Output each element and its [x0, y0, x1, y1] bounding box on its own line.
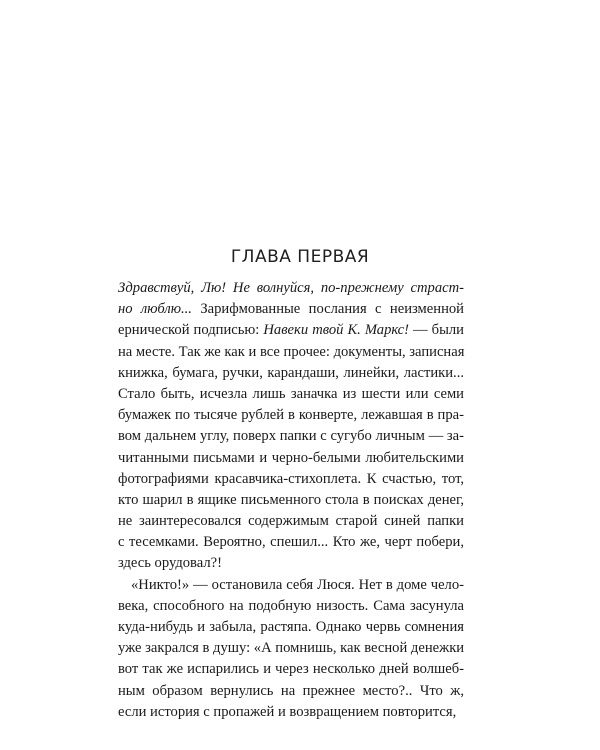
- text-line: [118, 553, 464, 574]
- text-line: [118, 469, 464, 490]
- text-line: [118, 681, 464, 702]
- text-run: ернической подписью:: [118, 322, 264, 339]
- text-line: [118, 659, 464, 680]
- text-run: бумажек по тысяче рублей в конверте, лежавшая в пра-: [118, 407, 464, 424]
- text-line: [118, 448, 464, 469]
- text-line: [118, 278, 464, 299]
- text-run: куда-нибудь и забыла, растяпа. Однако червь сомнения: [118, 619, 464, 635]
- text-line: [118, 596, 464, 617]
- text-line: [118, 575, 464, 596]
- text-run: не заинтересовался содержимым старой синей папки: [118, 513, 464, 530]
- paragraph: [118, 575, 464, 723]
- text-run: века, способного на подобную низость. Сама засунула: [118, 597, 464, 614]
- italic-text-run: но люблю...: [118, 301, 192, 318]
- text-run: фотографиями красавчика-стихоплета. К счастью, тот,: [118, 470, 464, 487]
- text-run: ным образом вернулись на прежнее место?.. Что ж,: [118, 682, 464, 699]
- text-run: если история с пропажей и возвращением повторится,: [118, 703, 457, 720]
- text-run: уже закрался в душу: «А помнишь, как весной денежки: [118, 640, 465, 657]
- paragraph: [118, 278, 464, 575]
- text-run: кто шарил в ящике письменного стола в поисках денег,: [118, 491, 464, 508]
- text-run: Стало быть, исчезла лишь заначка из шести или семи: [118, 385, 464, 402]
- text-run: здесь орудовал?!: [118, 555, 222, 572]
- text-line: [118, 342, 464, 363]
- text-line: [118, 426, 464, 447]
- text-run: вом дальнем углу, поверх папки с сугубо личным — за-: [118, 428, 464, 445]
- text-run: книжка, бумага, ручки, карандаши, линейки, ластики...: [118, 364, 464, 381]
- text-line: [118, 532, 464, 553]
- text-run: «Никто!» — остановила себя Люся. Нет в доме чело-: [131, 576, 464, 593]
- text-run: Зарифмованные послания с неизменной: [191, 301, 464, 318]
- text-line: [118, 511, 464, 532]
- body-text: [118, 278, 464, 723]
- text-line: [118, 320, 464, 341]
- text-run: читанными письмами и черно-белыми любительскими: [118, 449, 464, 466]
- chapter-title: ГЛАВА ПЕРВАЯ: [230, 247, 370, 267]
- text-run: — были: [409, 322, 464, 339]
- text-line: [118, 405, 464, 426]
- text-run: на месте. Так же как и все прочее: документы, записная: [118, 343, 465, 360]
- text-line: [118, 617, 464, 638]
- italic-text-run: Навеки твой К. Маркс!: [263, 322, 410, 339]
- text-line: [118, 363, 464, 384]
- text-line: [118, 638, 464, 659]
- text-line: [118, 702, 464, 723]
- text-run: вот так же испарились и через несколько дней волшеб-: [118, 661, 464, 678]
- text-line: [118, 299, 464, 320]
- text-line: [118, 490, 464, 511]
- italic-text-run: Здравствуй, Лю! Не волнуйся, по-прежнему страст-: [118, 280, 464, 296]
- text-run: с тесемками. Вероятно, спешил... Кто же, черт побери,: [118, 534, 464, 551]
- text-line: [118, 384, 464, 405]
